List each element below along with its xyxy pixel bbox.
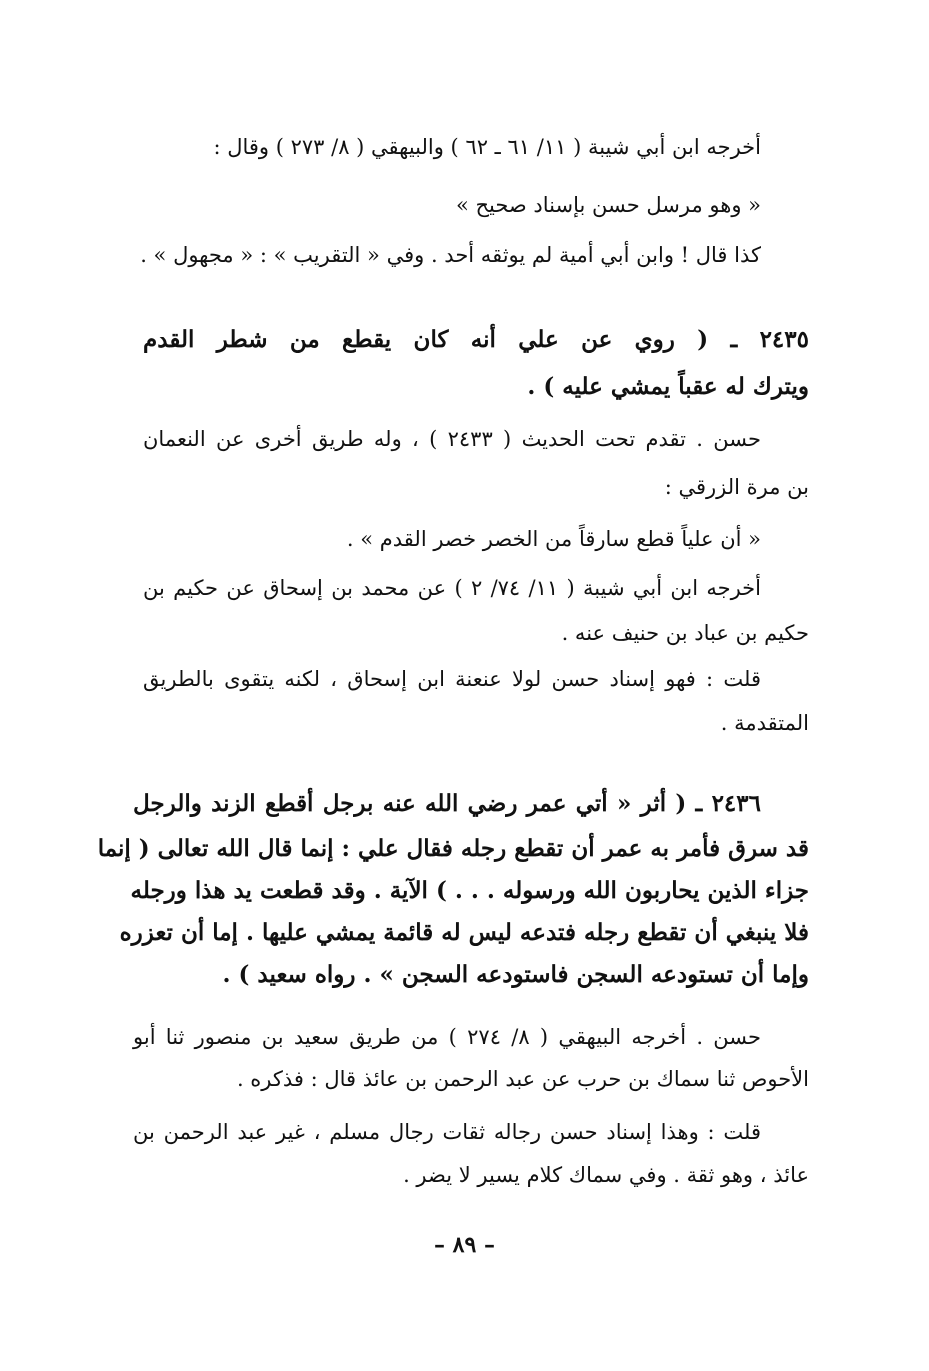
text-line: الأحوص ثنا سماك بن حرب عن عبد الرحمن بن عائذ قال : فذكره . [236, 1067, 809, 1091]
text-line: « وهو مرسل حسن بإسناد صحيح » [455, 193, 761, 217]
text-line: أخرجه ابن أبي شيبة ( ١١/ ٦١ ـ ٦٢ ) والبيهقي ( ٨/ ٢٧٣ ) وقال : [213, 135, 761, 159]
text-line: وإما أن تستودعه السجن فاستودعه السجن » . رواه سعيد ) . [222, 961, 809, 988]
text-line: المتقدمة . [720, 711, 809, 735]
hadith-heading-2435: ٢٤٣٥ ـ ( روي عن علي أنه كان يقطع من شطر القدم [143, 326, 809, 353]
text-line: حسن . أخرجه البيهقي ( ٨/ ٢٧٤ ) من طريق سعيد بن منصور ثنا أبو [133, 1025, 761, 1049]
text-line: حكيم بن عباد بن حنيف عنه . [561, 621, 809, 645]
text-line: فلا ينبغي أن تقطع رجله فتدعه ليس له قائمة يمشي عليها . إما أن تعزره [119, 919, 809, 946]
text-line: كذا قال ! وابن أبي أمية لم يوثقه أحد . وفي « التقريب » : « مجهول » . [140, 243, 761, 267]
text-line: قد سرق فأمر به عمر أن تقطع رجله فقال علي : إنما قال الله تعالى ( إنما [97, 835, 809, 862]
text-line: حسن . تقدم تحت الحديث ( ٢٤٣٣ ) ، وله طريق أخرى عن النعمان [143, 427, 761, 451]
text-line: ويترك له عقباً يمشي عليه ) . [527, 373, 809, 400]
hadith-heading-2436: ٢٤٣٦ ـ ( أثر « أتي عمر رضي الله عنه برجل أقطع الزند والرجل [133, 790, 761, 817]
text-line: عائذ ، وهو ثقة . وفي سماك كلام يسير لا يضر . [403, 1163, 809, 1187]
text-line: بن مرة الزرقي : [664, 475, 809, 499]
text-line: جزاء الذين يحاربون الله ورسوله . . . ) الآية . وقد قطعت يد هذا ورجله [130, 877, 809, 904]
text-line: أخرجه ابن أبي شيبة ( ١١/ ٧٤/ ٢ ) عن محمد بن إسحاق عن حكيم بن [143, 576, 761, 600]
text-line: « أن علياً قطع سارقاً من الخصر خصر القدم » . [346, 527, 761, 551]
text-line: قلت : فهو إسناد حسن لولا عنعنة ابن إسحاق ، لكنه يتقوى بالطريق [143, 667, 761, 691]
text-line: قلت : وهذا إسناد حسن رجاله ثقات رجال مسلم ، غير عبد الرحمن بن [133, 1120, 761, 1144]
page-number: – ٨٩ – [434, 1232, 495, 1258]
